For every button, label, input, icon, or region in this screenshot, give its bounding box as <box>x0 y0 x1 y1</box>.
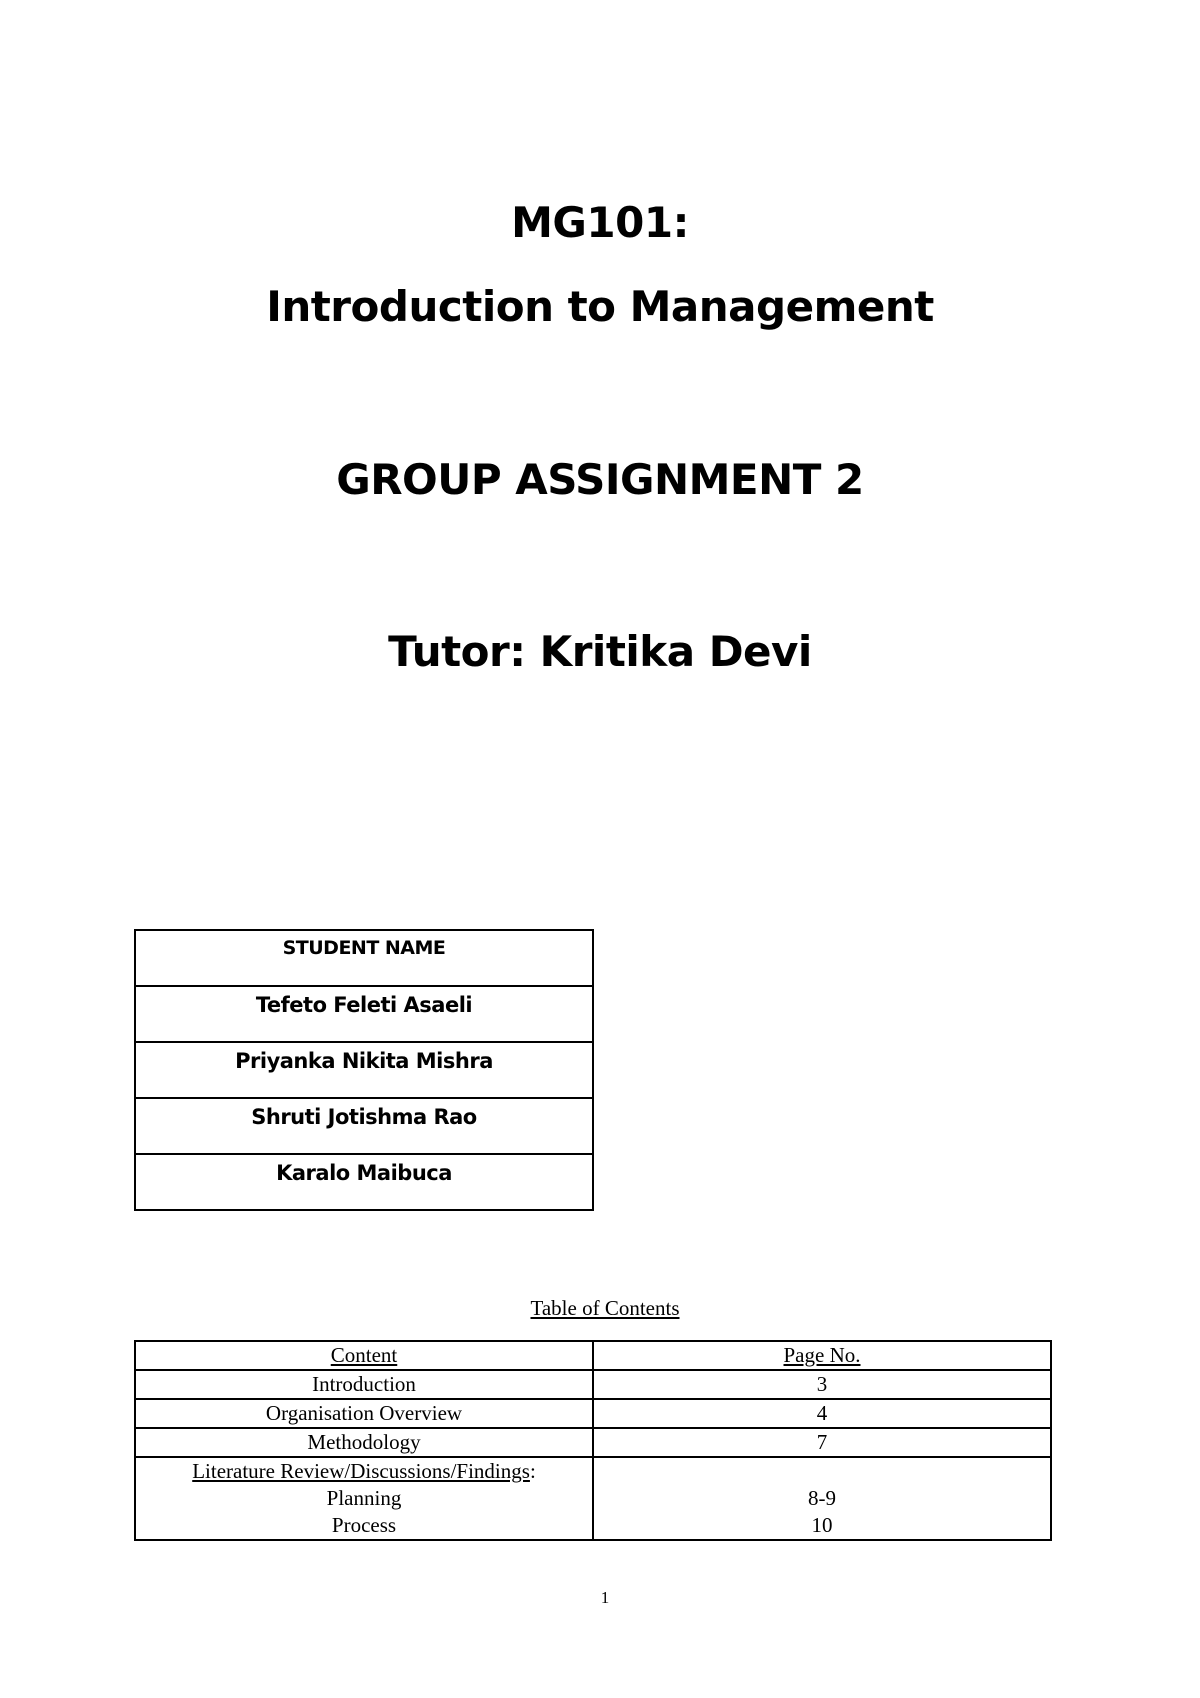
course-code: MG101: <box>511 198 689 247</box>
student-name: Tefeto Feleti Asaeli <box>135 986 593 1042</box>
tutor-name: Tutor: Kritika Devi <box>388 627 812 676</box>
toc-title: Table of Contents <box>530 1296 680 1320</box>
toc-entry-page: 8-9 <box>808 1486 836 1510</box>
toc-entry-page: 3 <box>593 1370 1051 1399</box>
toc-entry-content: Introduction <box>135 1370 593 1399</box>
toc-spacer <box>598 1458 1046 1485</box>
toc-table <box>134 1340 1052 1541</box>
student-name: Shruti Jotishma Rao <box>135 1098 593 1154</box>
toc-header-content <box>135 1341 593 1370</box>
table-row <box>135 1370 1051 1399</box>
student-table <box>134 929 594 1211</box>
toc-section-heading: Literature Review/Discussions/Findings <box>192 1459 530 1483</box>
toc-entry-page: 4 <box>593 1399 1051 1428</box>
table-row <box>135 930 593 986</box>
student-name-header: STUDENT NAME <box>135 930 593 986</box>
table-row <box>135 1457 1051 1540</box>
toc-entry-content: Methodology <box>135 1428 593 1457</box>
toc-entry-page: 7 <box>593 1428 1051 1457</box>
table-row <box>135 1428 1051 1457</box>
toc-header-content-label: Content <box>330 1343 398 1367</box>
table-row <box>135 1154 593 1210</box>
course-name: Introduction to Management <box>266 282 934 331</box>
table-row <box>135 1399 1051 1428</box>
toc-header-page <box>593 1341 1051 1370</box>
student-name: Karalo Maibuca <box>135 1154 593 1210</box>
toc-entry-page: 10 <box>811 1513 833 1537</box>
toc-section-heading-line <box>140 1458 588 1485</box>
student-name: Priyanka Nikita Mishra <box>135 1042 593 1098</box>
toc-section-pages <box>593 1457 1051 1540</box>
table-row <box>135 1042 593 1098</box>
toc-section-content <box>135 1457 593 1540</box>
toc-entry-content: Planning <box>326 1486 402 1510</box>
table-row <box>135 986 593 1042</box>
toc-entry-content: Process <box>331 1513 397 1537</box>
toc-section-heading-suffix: : <box>529 1459 536 1483</box>
assignment-title: GROUP ASSIGNMENT 2 <box>336 455 864 504</box>
toc-header-page-label: Page No. <box>783 1343 861 1367</box>
toc-entry-content: Organisation Overview <box>135 1399 593 1428</box>
table-row <box>135 1098 593 1154</box>
page-number: 1 <box>600 1588 610 1607</box>
table-row <box>135 1341 1051 1370</box>
